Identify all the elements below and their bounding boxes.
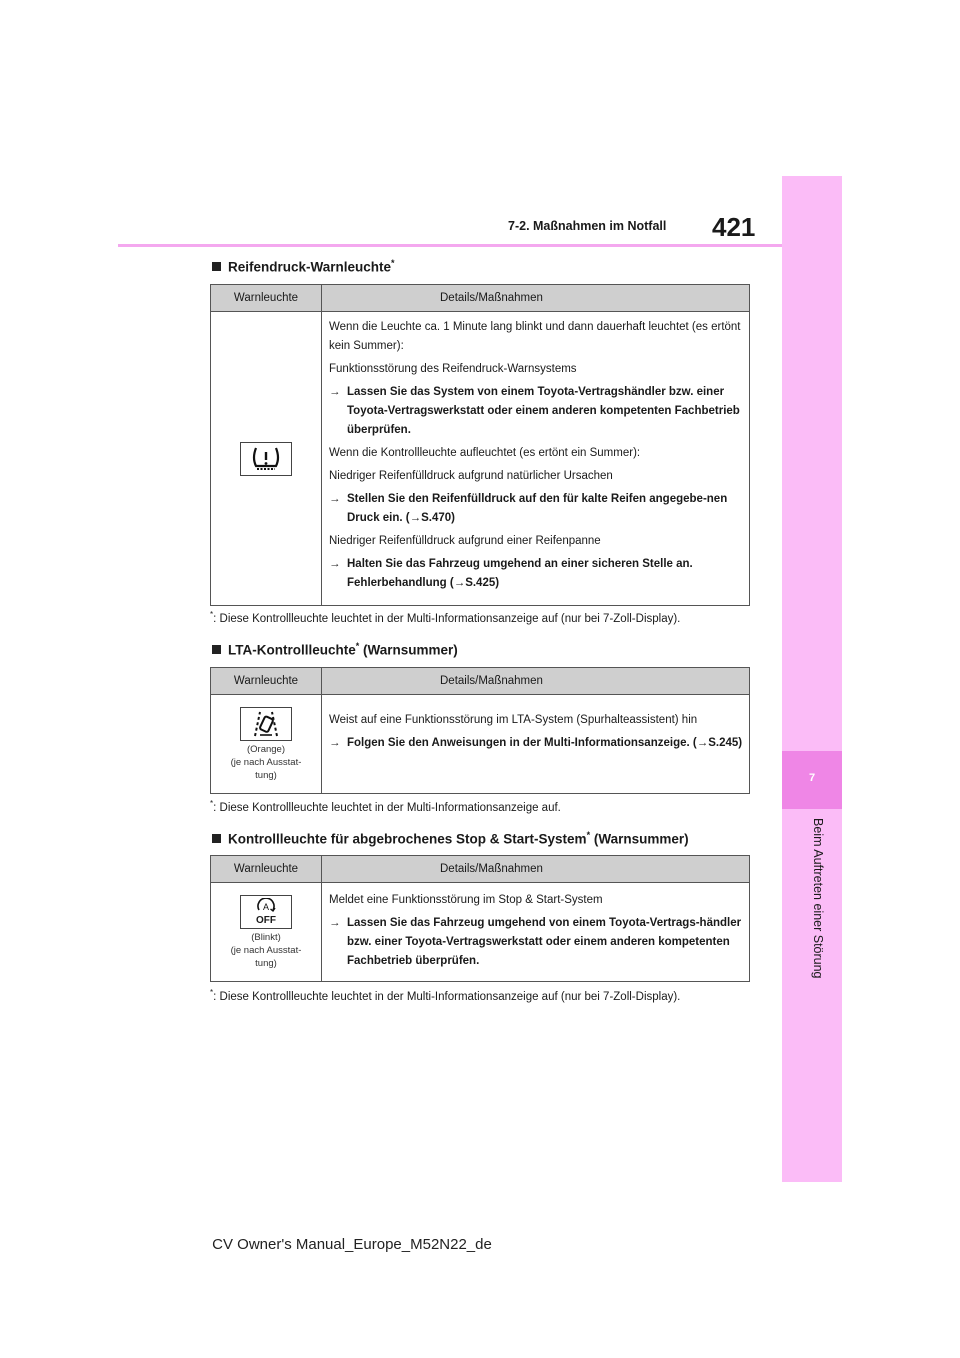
detail-text: Wenn die Kontrollleuchte aufleuchtet (es ertönt ein Summer): (329, 447, 641, 459)
heading-bullet-icon (212, 834, 221, 843)
table-row (211, 695, 749, 793)
detail-text: Weist auf eine Funktionsstörung im LTA-System (Spurhalteassistent) hin (329, 714, 698, 726)
lane-tracing-assist-icon (240, 707, 292, 741)
column-header-warnleuchte: Warnleuchte (211, 856, 322, 882)
icon-cell (211, 883, 322, 981)
arrow-right-icon: → (329, 737, 341, 749)
section-heading-tire-pressure (212, 258, 395, 275)
arrow-right-icon: → (329, 386, 341, 398)
chapter-header: 7-2. Maßnahmen im Notfall (508, 219, 667, 233)
action-text: Folgen Sie den Anweisungen in der Multi-Informationsanzeige. (→S.245) (347, 737, 743, 749)
table-header (211, 668, 749, 695)
table-header (211, 856, 749, 883)
tire-pressure-table (210, 284, 750, 606)
icon-caption (231, 931, 302, 970)
detail-text: Wenn die Leuchte ca. 1 Minute lang blinkt und dann dauerhaft leuchtet (es ertönt kein Summer): (329, 321, 741, 352)
section-heading-lta (212, 641, 458, 658)
heading-footnote-mark: * (355, 641, 360, 651)
table-header (211, 285, 749, 312)
heading-bullet-icon (212, 262, 221, 271)
action-item (329, 914, 743, 971)
footer-manual-id: CV Owner's Manual_Europe_M52N22_de (212, 1236, 492, 1253)
off-label: OFF (256, 914, 276, 926)
caption-line: tung) (255, 769, 277, 781)
footnote (210, 988, 680, 1003)
side-strip (782, 176, 842, 1182)
column-header-warnleuchte: Warnleuchte (211, 668, 322, 694)
arrow-right-icon: → (329, 917, 341, 929)
column-header-details: Details/Maßnahmen (440, 292, 543, 304)
chapter-tab-number: 7 (808, 772, 816, 784)
caption-line: (Orange) (246, 743, 285, 755)
heading-text: Reifendruck-Warnleuchte (228, 259, 392, 275)
detail-text: Niedriger Reifenfülldruck aufgrund einer Reifenpanne (329, 535, 601, 547)
footnote (210, 610, 680, 625)
lta-table (210, 667, 750, 794)
footnote-mark: * (210, 610, 214, 619)
section-heading-stop-start (212, 830, 689, 847)
arrow-right-icon: → (329, 493, 341, 505)
table-row (211, 883, 749, 981)
detail-text: Meldet eine Funktionsstörung im Stop & Start-System (329, 894, 603, 906)
footnote-text: : Diese Kontrollleuchte leuchtet in der Multi-Informationsanzeige auf (nur bei 7-Zoll-Display). (213, 990, 681, 1003)
icon-cell (211, 695, 322, 793)
caption-line: (Blinkt) (251, 931, 281, 943)
page-number: 421 (712, 212, 756, 242)
action-text: Lassen Sie das System von einem Toyota-Vertragshändler bzw. einer Toyota-Vertragswerkstatt oder einem anderen kompetenten Fachbetrieb überprüfen. (347, 386, 740, 436)
svg-text:A: A (262, 901, 270, 912)
action-text: Lassen Sie das Fahrzeug umgehend von einem Toyota-Vertrags-händler bzw. einer Toyota-Vertragswerkstatt oder einem anderen kompetenten Fachbetrieb überprüfen. (347, 917, 742, 967)
heading-footnote-mark: * (586, 830, 591, 840)
detail-text: Funktionsstörung des Reifendruck-Warnsystems (329, 363, 577, 375)
details-cell (322, 312, 749, 605)
caption-line: (je nach Ausstat- (230, 756, 302, 768)
heading-footnote-mark: * (391, 258, 395, 268)
details-cell (322, 695, 749, 793)
heading-text: Kontrollleuchte für abgebrochenes Stop & Start-System (228, 831, 587, 847)
heading-text: LTA-Kontrollleuchte (228, 642, 356, 658)
chapter-tab-title: Beim Auftreten einer Störung (811, 818, 825, 979)
column-header-warnleuchte: Warnleuchte (211, 285, 322, 311)
action-text: Stellen Sie den Reifenfülldruck auf den für kalte Reifen angegebe-nen Druck ein. (→S.470) (347, 493, 728, 524)
action-text: Halten Sie das Fahrzeug umgehend an einer sicheren Stelle an. Fehlerbehandlung (→S.425) (347, 558, 693, 589)
column-header-details: Details/Maßnahmen (440, 863, 543, 875)
heading-suffix: (Warnsummer) (359, 642, 458, 658)
caption-line: tung) (255, 957, 277, 969)
action-item (329, 555, 743, 593)
tire-pressure-warning-icon (240, 442, 292, 476)
icon-cell (211, 312, 322, 605)
footnote-mark: * (210, 988, 214, 997)
icon-caption (231, 743, 302, 782)
stop-start-table (210, 855, 750, 982)
footnote-text: : Diese Kontrollleuchte leuchtet in der Multi-Informationsanzeige auf (nur bei 7-Zoll-Display). (213, 612, 681, 625)
stop-start-off-icon (240, 895, 292, 929)
arrow-right-icon: → (329, 558, 341, 570)
heading-suffix: (Warnsummer) (590, 831, 689, 847)
action-item (329, 490, 743, 528)
details-cell (322, 883, 749, 981)
table-row (211, 312, 749, 605)
header-rule (118, 244, 782, 247)
action-item (329, 383, 743, 440)
action-item (329, 734, 743, 753)
column-header-details: Details/Maßnahmen (440, 675, 543, 687)
detail-text: Niedriger Reifenfülldruck aufgrund natürlicher Ursachen (329, 470, 613, 482)
footnote-mark: * (210, 799, 214, 808)
caption-line: (je nach Ausstat- (230, 944, 302, 956)
heading-bullet-icon (212, 645, 221, 654)
footnote-text: : Diese Kontrollleuchte leuchtet in der Multi-Informationsanzeige auf. (213, 801, 561, 814)
footnote (210, 799, 561, 814)
